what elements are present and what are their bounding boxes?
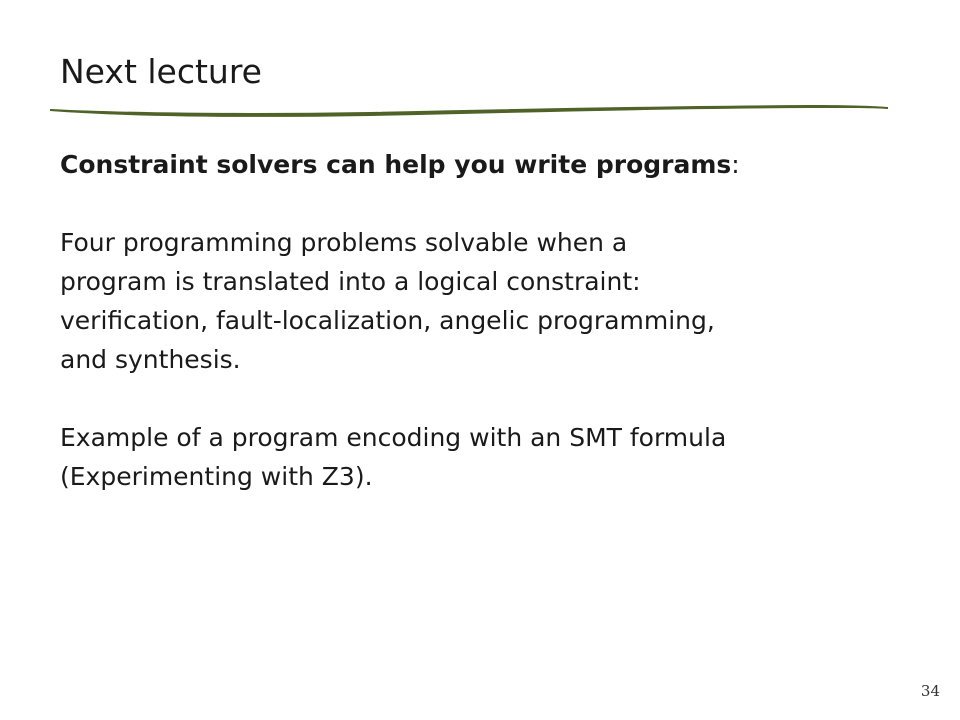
slide-number: 34 (920, 682, 940, 700)
slide-heading-bold: Constraint solvers can help you write programs (60, 150, 732, 179)
title-underline-stroke (50, 105, 888, 117)
paragraph-problems-line: Four programming problems solvable when a (60, 228, 628, 257)
slide-heading (60, 145, 920, 184)
paragraph-problems (60, 223, 920, 379)
paragraph-problems-line: and synthesis. (60, 345, 241, 374)
title-underline (50, 96, 890, 126)
paragraph-problems-line: verification, fault-localization, angelic programming, (60, 306, 715, 335)
slide-heading-tail: : (731, 150, 740, 179)
slide-title: Next lecture (60, 52, 262, 91)
paragraph-example-line: (Experimenting with Z3). (60, 462, 373, 491)
paragraph-example-line: Example of a program encoding with an SMT formula (60, 423, 727, 452)
paragraph-problems-line: program is translated into a logical constraint: (60, 267, 641, 296)
paragraph-example (60, 418, 920, 496)
slide-body (60, 145, 920, 535)
